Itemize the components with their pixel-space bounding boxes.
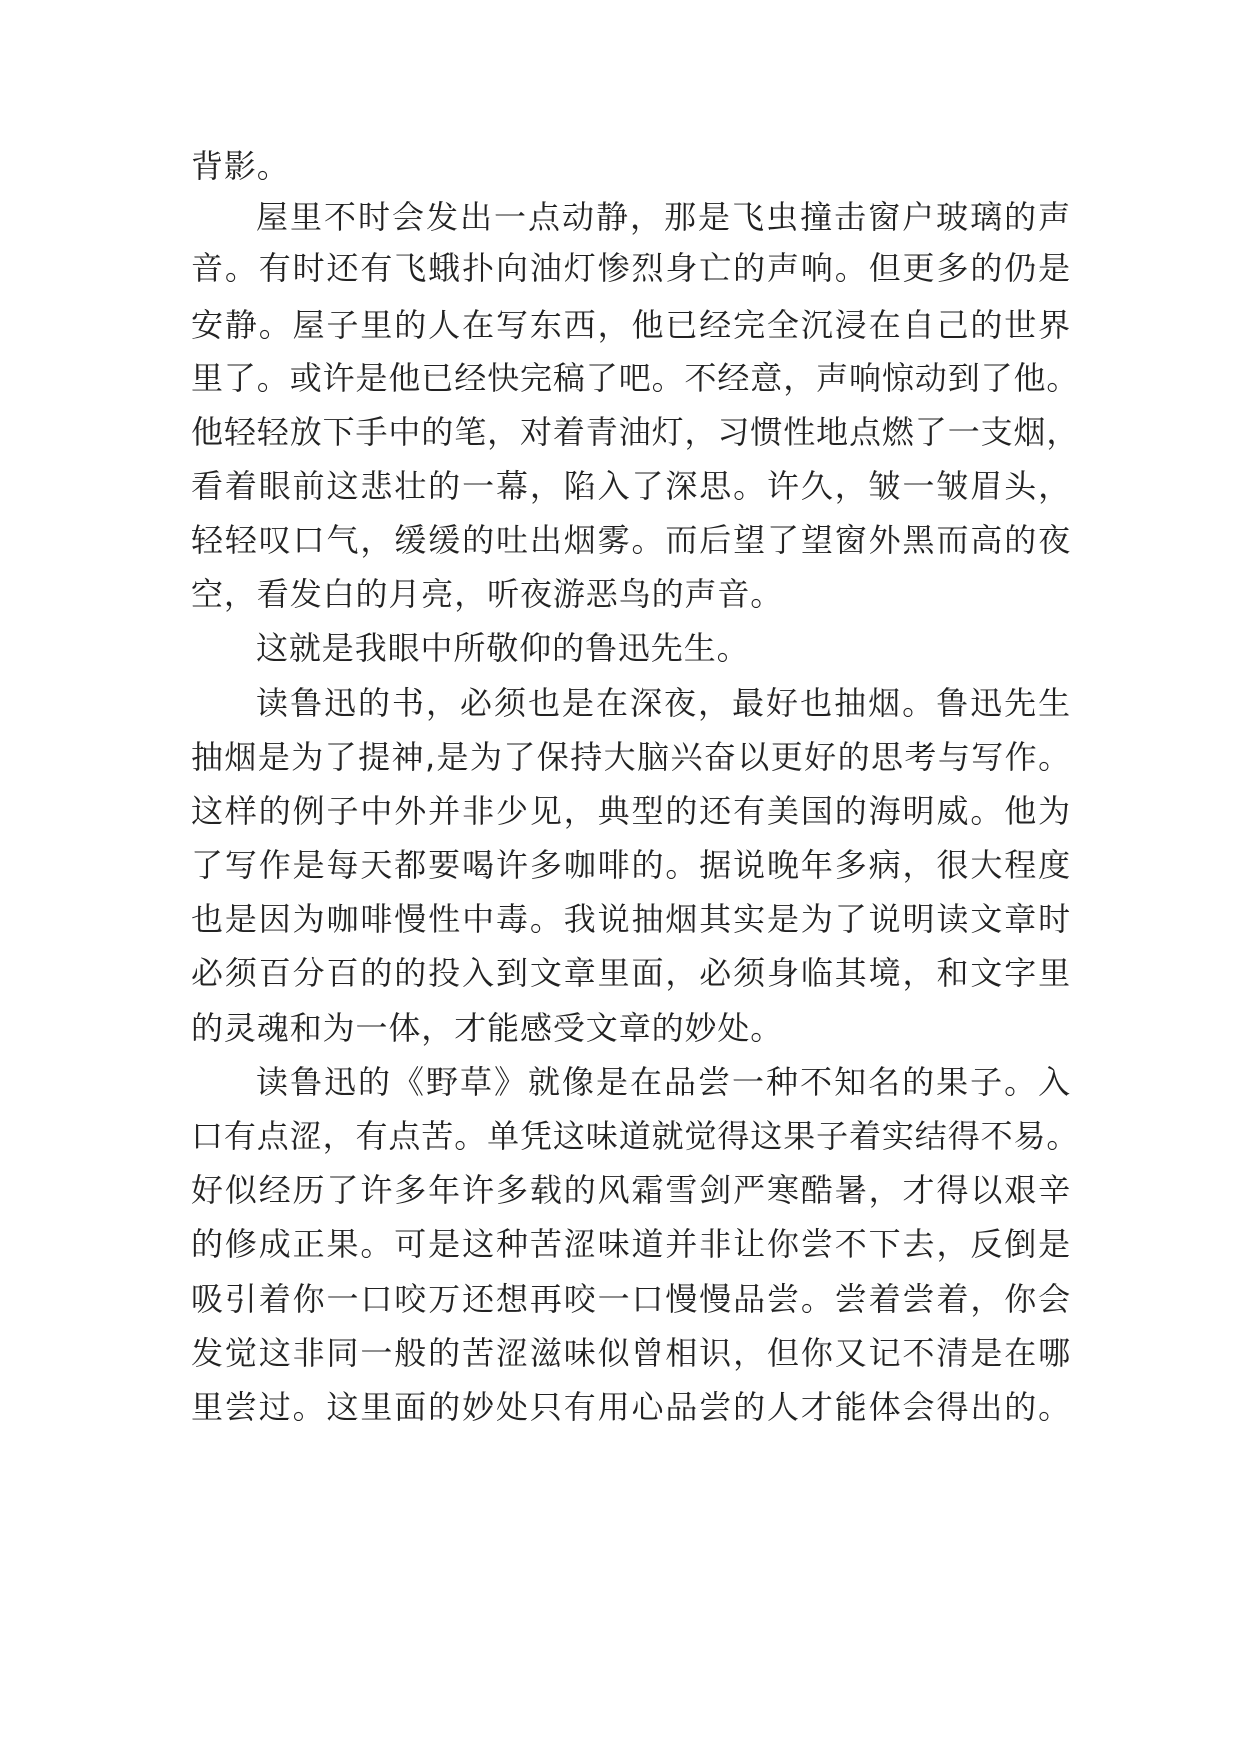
paragraph-first-line: 读鲁迅的《野草》就像是在品尝一种不知名的果子。入 [256,1063,1071,1101]
text-line: 了写作是每天都要喝许多咖啡的。据说晚年多病，很大程度 [191,846,1071,884]
text-line: 音。有时还有飞蛾扑向油灯惨烈身亡的声响。但更多的仍是 [191,249,1071,287]
text-line: 看着眼前这悲壮的一幕，陷入了深思。许久，皱一皱眉头， [191,467,1071,505]
paragraph-first-line: 屋里不时会发出一点动静，那是飞虫撞击窗户玻璃的声 [256,198,1071,236]
text-line: 里尝过。这里面的妙处只有用心品尝的人才能体会得出的。 [191,1388,1071,1426]
text-line: 这样的例子中外并非少见，典型的还有美国的海明威。他为 [191,792,1071,830]
text-line: 他轻轻放下手中的笔，对着青油灯，习惯性地点燃了一支烟， [191,413,1080,451]
text-line: 背影。 [191,147,290,185]
paragraph-first-line: 这就是我眼中所敬仰的鲁迅先生。 [256,629,750,667]
text-line: 的修成正果。可是这种苦涩味道并非让你尝不下去，反倒是 [191,1225,1071,1263]
text-line: 吸引着你一口咬万还想再咬一口慢慢品尝。尝着尝着，你会 [191,1280,1071,1318]
text-line: 空，看发白的月亮，听夜游恶鸟的声音。 [191,575,784,613]
text-line: 安静。屋子里的人在写东西，他已经完全沉浸在自己的世界 [191,306,1071,344]
text-line: 发觉这非同一般的苦涩滋味似曾相识，但你又记不清是在哪 [191,1334,1071,1372]
text-line: 里了。或许是他已经快完稿了吧。不经意，声响惊动到了他。 [191,359,1080,397]
paragraph-first-line: 读鲁迅的书，必须也是在深夜，最好也抽烟。鲁迅先生 [256,684,1071,722]
text-line: 好似经历了许多年许多载的风霜雪剑严寒酷暑，才得以艰辛 [191,1171,1071,1209]
text-line: 也是因为咖啡慢性中毒。我说抽烟其实是为了说明读文章时 [191,900,1071,938]
text-line: 必须百分百的的投入到文章里面，必须身临其境，和文字里 [191,954,1071,992]
text-line: 轻轻叹口气，缓缓的吐出烟雾。而后望了望窗外黑而高的夜 [191,521,1071,559]
text-line: 的灵魂和为一体，才能感受文章的妙处。 [191,1009,784,1047]
text-line: 抽烟是为了提神,是为了保持大脑兴奋以更好的思考与写作。 [191,738,1071,776]
text-line: 口有点涩，有点苦。单凭这味道就觉得这果子着实结得不易。 [191,1117,1080,1155]
